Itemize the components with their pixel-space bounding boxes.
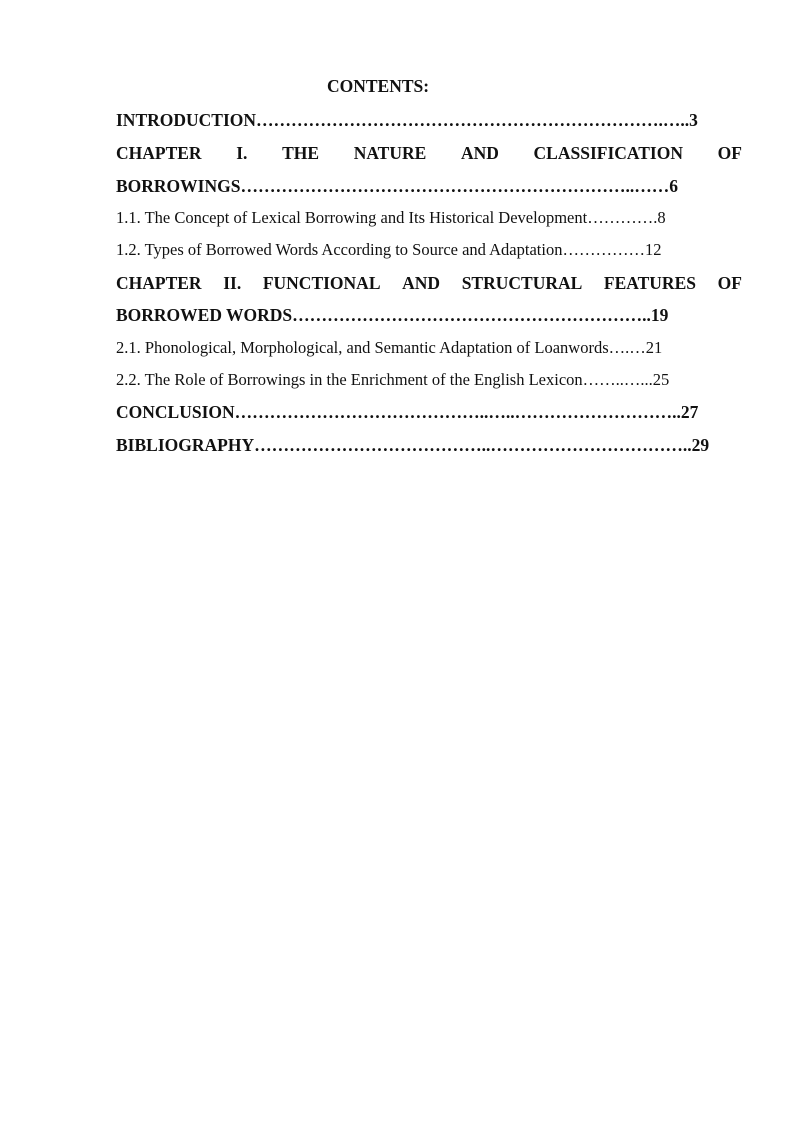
toc-word: AND: [402, 273, 441, 293]
toc-word: FEATURES: [603, 273, 696, 293]
toc-entry-chapter-2-end: BORROWED WORDS……………………………………………………..19: [116, 305, 669, 325]
toc-word: OF: [717, 273, 742, 293]
toc-entry-chapter-1-title: [116, 142, 742, 164]
toc-word: CLASSIFICATION: [533, 143, 683, 163]
toc-entry-chapter-1-end: BORROWINGS…………………………………………………………..……6: [116, 176, 678, 196]
toc-entry-chapter-2-title: [116, 272, 742, 294]
toc-entry-bibliography: BIBLIOGRAPHY…………………………………..……………………………..29: [116, 435, 710, 455]
toc-word: OF: [717, 143, 742, 163]
toc-word: THE: [282, 143, 320, 163]
toc-word: II.: [223, 273, 242, 293]
toc-word: I.: [236, 143, 248, 163]
toc-word: AND: [460, 143, 499, 163]
toc-entry-section-2-1: 2.1. Phonological, Morphological, and Semantic Adaptation of Loanwords….…21: [116, 338, 663, 357]
toc-word: CHAPTER: [116, 143, 202, 163]
toc-word: FUNCTIONAL: [262, 273, 381, 293]
contents-title: CONTENTS:: [327, 76, 430, 96]
toc-entry-section-1-1: 1.1. The Concept of Lexical Borrowing and Its Historical Development………….8: [116, 208, 666, 227]
toc-word: CHAPTER: [116, 273, 202, 293]
toc-word: STRUCTURAL: [461, 273, 583, 293]
toc-entry-introduction: INTRODUCTION…………………………………………………………….…..3: [116, 110, 698, 130]
toc-entry-conclusion: CONCLUSION……………………………………..…..………………………..27: [116, 402, 699, 422]
toc-entry-section-2-2: 2.2. The Role of Borrowings in the Enrichment of the English Lexicon……..…...25: [116, 370, 670, 389]
toc-entry-section-1-2: 1.2. Types of Borrowed Words According to Source and Adaptation……………12: [116, 240, 662, 259]
toc-word: NATURE: [353, 143, 427, 163]
